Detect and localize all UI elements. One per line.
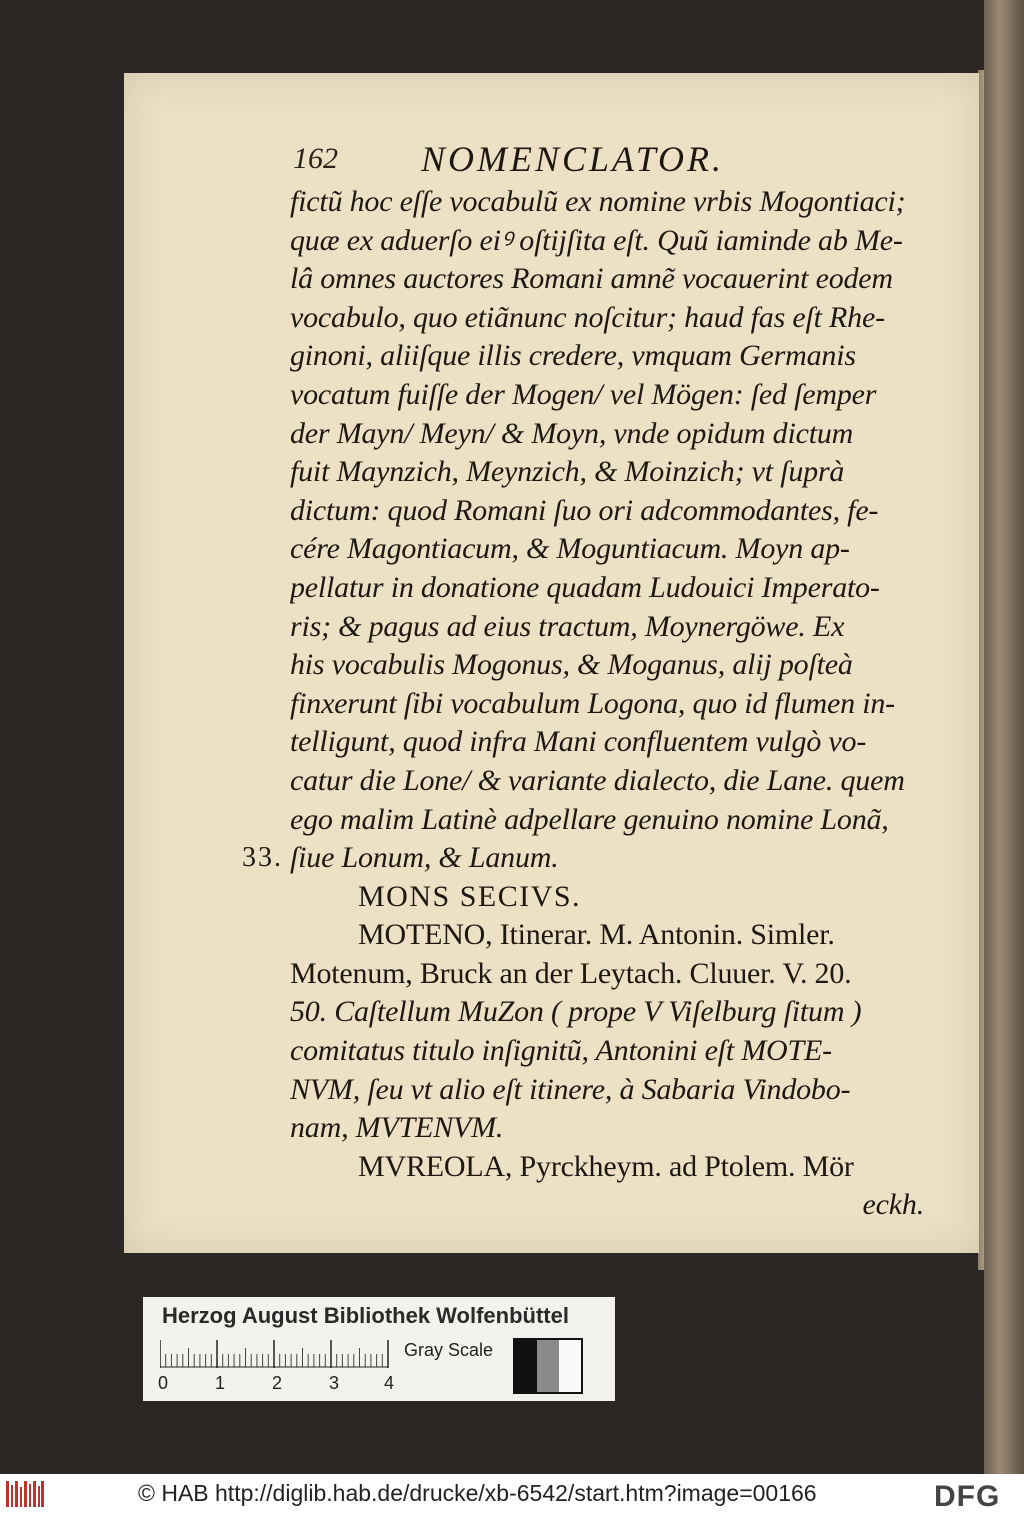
text-line: 50. Caſtellum MuZon ( prope V Viſelburg ſitum )	[290, 995, 862, 1029]
ruler-number-0: 0	[158, 1373, 169, 1393]
text-line: MONS SECIVS.	[358, 879, 582, 913]
text-line: eckh.	[862, 1188, 924, 1222]
text-line: der Mayn/ Meyn/ & Moyn, vnde opidum dictum	[290, 416, 854, 450]
page-header	[293, 138, 813, 186]
text-line: ego malim Latinè adpellare genuino nomine Lonã,	[290, 802, 889, 836]
footer-credit-link[interactable]: © HAB http://diglib.hab.de/drucke/xb-6542/start.htm?image=00166	[138, 1480, 817, 1506]
ruler-number-2: 2	[272, 1373, 283, 1393]
page-number: 162	[293, 142, 338, 175]
text-line: nam, MVTENVM.	[290, 1111, 504, 1145]
text-line: ſiue Lonum, & Lanum.	[290, 841, 559, 875]
dfg-logo: DFG	[934, 1480, 1001, 1513]
scale-card-title: Herzog August Bibliothek Wolfenbüttel	[162, 1303, 569, 1328]
ruler-icon	[160, 1340, 390, 1368]
text-line: pellatur in donatione quadam Ludouici Imperato-	[290, 570, 880, 604]
barcode-icon	[6, 1481, 44, 1507]
ruler-numbers	[158, 1373, 398, 1395]
text-line: Motenum, Bruck an der Leytach. Cluuer. V. 20.	[290, 956, 852, 990]
page-body-text	[290, 183, 930, 1225]
text-line: telligunt, quod infra Mani confluentem vulgò vo-	[290, 725, 867, 759]
gray-scale-swatch	[513, 1338, 583, 1394]
text-line: cére Magontiacum, & Moguntiacum. Moyn ap-	[290, 532, 850, 566]
text-line: fictũ hoc eſſe vocabulũ ex nomine vrbis Mogontiaci;	[290, 185, 906, 218]
gray-scale-label: Gray Scale	[404, 1340, 494, 1360]
text-line: his vocabulis Mogonus, & Moganus, alij poſteà	[290, 648, 853, 682]
running-title: NOMENCLATOR.	[421, 139, 725, 179]
text-line: ginoni, aliiſque illis credere, vmquam Germanis	[290, 339, 856, 373]
margin-entry-number: 33.	[242, 842, 283, 873]
text-line: ris; & pagus ad eius tractum, Moynergöwe. Ex	[290, 609, 845, 643]
text-line: quæ ex aduerſo eiꝰ oſtijſita eſt. Quũ iaminde ab Me-	[290, 223, 903, 257]
text-line: finxerunt ſibi vocabulum Logona, quo id flumen in-	[290, 686, 895, 720]
text-line: fuit Maynzich, Meynzich, & Moinzich; vt ſuprà	[290, 455, 845, 489]
text-line: catur die Lone/ & variante dialecto, die Lane. quem	[290, 763, 905, 797]
text-line: NVM, ſeu vt alio eſt itinere, à Sabaria Vindobo-	[290, 1072, 851, 1106]
text-line: comitatus titulo inſignitũ, Antonini eſt MOTE-	[290, 1034, 832, 1068]
ruler-number-4: 4	[384, 1373, 395, 1393]
text-line: lâ omnes auctores Romani amnẽ vocauerint eodem	[290, 262, 893, 296]
book-spine	[984, 0, 1024, 1474]
text-line: vocatum fuiſſe der Mogen/ vel Mögen: ſed ſemper	[290, 377, 877, 411]
text-line: vocabulo, quo etiãnunc noſcitur; haud fas eſt Rhe-	[290, 300, 885, 334]
text-line: dictum: quod Romani ſuo ori adcommodantes, fe-	[290, 493, 879, 527]
text-line: MVREOLA, Pyrckheym. ad Ptolem. Mör	[358, 1149, 854, 1183]
ruler-number-1: 1	[215, 1373, 226, 1393]
text-line: MOTENO, Itinerar. M. Antonin. Simler.	[358, 918, 835, 952]
ruler-number-3: 3	[329, 1373, 340, 1393]
